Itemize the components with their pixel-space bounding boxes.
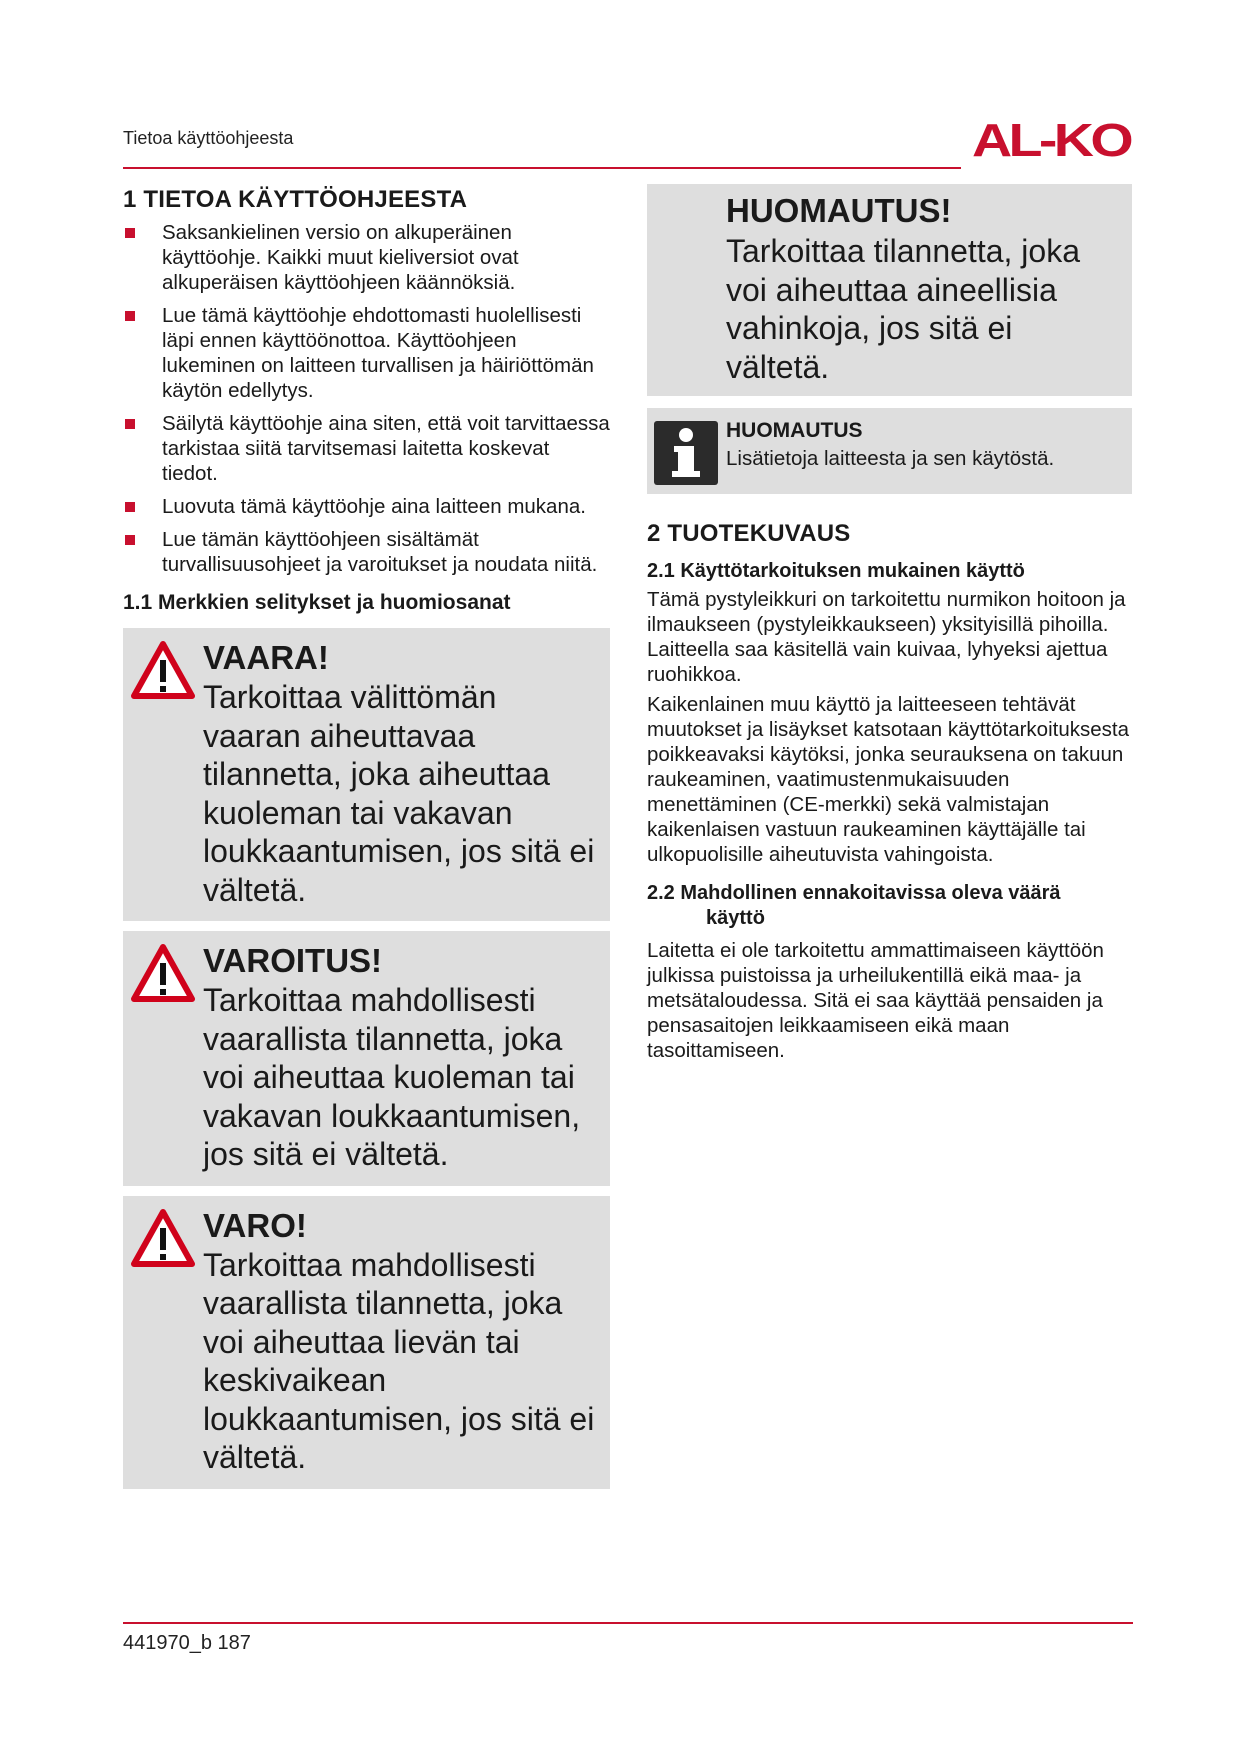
bullet-square-icon bbox=[125, 502, 135, 512]
section-1-heading: 1 TIETOA KÄYTTÖOHJEESTA bbox=[123, 186, 468, 213]
danger-signal-word: VAARA! bbox=[203, 639, 329, 676]
list-item: Luovuta tämä käyttöohje aina laitteen mukana. bbox=[123, 494, 610, 519]
caution-description: Tarkoittaa mahdollisesti vaarallista tilannetta, joka voi aiheuttaa lievän tai keskivaikean loukkaantumisen, jos sitä ei vältetä. bbox=[203, 1246, 595, 1475]
paragraph: Tämä pystyleikkuri on tarkoitettu nurmikon hoitoon ja ilmaukseen (pystyleikkaukseen) yksityisillä pihoilla. Laitteella saa käsitellä vain kuivaa, lyhyeksi ajettua ruohikkoa. bbox=[647, 588, 1126, 686]
info-signal-word: HUOMAUTUS bbox=[726, 419, 863, 442]
running-header: Tietoa käyttöohjeesta bbox=[123, 128, 294, 148]
section-2-1-heading: 2.1 Käyttötarkoituksen mukainen käyttö bbox=[647, 560, 1025, 582]
bullet-square-icon bbox=[125, 311, 135, 321]
caution-box bbox=[123, 1196, 610, 1489]
left-column bbox=[123, 186, 610, 1489]
bullet-list bbox=[123, 220, 610, 577]
bullet-square-icon bbox=[125, 535, 135, 545]
alko-logo bbox=[972, 116, 1132, 162]
info-description: Lisätietoja laitteesta ja sen käytöstä. bbox=[726, 447, 1055, 470]
logo-text: AL-KO bbox=[972, 116, 1132, 162]
section-1-1-heading: 1.1 Merkkien selitykset ja huomiosanat bbox=[123, 591, 511, 614]
paragraph: Kaikenlainen muu käyttö ja laitteeseen tehtävät muutokset ja lisäykset katsotaan käyttötarkoituksesta poikkeavaksi käytöksi, jonka seurauksena on takuun raukeaminen, vaatimustenmukaisuuden menettäminen (CE-merkki) sekä valmistajan kaikenlaisen vastuun raukeaminen käyttäjälle tai ulkopuolisille aiheutuvista vahingoista. bbox=[647, 693, 1129, 866]
list-item: Lue tämän käyttöohjeen sisältämät turvallisuusohjeet ja varoitukset ja noudata niitä. bbox=[123, 527, 610, 577]
warning-description: Tarkoittaa mahdollisesti vaarallista tilannetta, joka voi aiheuttaa kuoleman tai vakavan loukkaantumisen, jos sitä ei vältetä. bbox=[203, 982, 581, 1172]
paragraph: Laitetta ei ole tarkoitettu ammattimaiseen käyttöön julkissa puistoissa ja urheilukentillä eikä maa- ja metsätaloudessa. Sitä ei saa käyttää pensaiden ja pensasaitojen leikkaamiseen eikä maan tasoittamiseen. bbox=[647, 939, 1104, 1062]
bullet-square-icon bbox=[125, 419, 135, 429]
warning-box bbox=[123, 931, 610, 1186]
list-item: Säilytä käyttöohje aina siten, että voit tarvittaessa tarkistaa siitä tarvitsemasi laitetta koskevat tiedot. bbox=[123, 411, 610, 486]
section-2-2-heading: 2.2 Mahdollinen ennakoitavissa oleva väärä käyttö bbox=[647, 882, 1061, 929]
list-item: Lue tämä käyttöohje ehdottomasti huolellisesti läpi ennen käyttöönottoa. Käyttöohjeen lukeminen on laitteen turvallisen ja häiriöttömän käytön edellytys. bbox=[123, 303, 610, 403]
warning-triangle-icon bbox=[130, 640, 196, 700]
caution-signal-word: VARO! bbox=[203, 1206, 307, 1244]
footer-divider bbox=[123, 1622, 1133, 1624]
warning-triangle-icon bbox=[130, 1208, 196, 1268]
footer-page-number: 441970_b 187 bbox=[123, 1632, 251, 1654]
danger-box bbox=[123, 628, 610, 921]
notice-box bbox=[647, 184, 1132, 396]
notice-description: Tarkoittaa tilannetta, joka voi aiheuttaa aineellisia vahinkoja, jos sitä ei vältetä. bbox=[726, 233, 1080, 385]
list-item: Saksankielinen versio on alkuperäinen käyttöohje. Kaikki muut kieliversiot ovat alkuperäisen käyttöohjeen käännöksiä. bbox=[123, 220, 610, 295]
info-icon bbox=[654, 421, 718, 485]
info-box bbox=[647, 408, 1132, 494]
header-divider bbox=[123, 167, 961, 169]
warning-triangle-icon bbox=[130, 943, 196, 1003]
section-2-heading: 2 TUOTEKUVAUS bbox=[647, 520, 851, 547]
bullet-square-icon bbox=[125, 228, 135, 238]
danger-description: Tarkoittaa välittömän vaaran aiheuttavaa tilannetta, joka aiheuttaa kuoleman tai vakavan loukkaantumisen, jos sitä ei vältetä. bbox=[203, 679, 595, 908]
notice-signal-word: HUOMAUTUS! bbox=[726, 192, 952, 229]
right-column bbox=[647, 184, 1132, 1063]
warning-signal-word: VAROITUS! bbox=[203, 942, 383, 979]
